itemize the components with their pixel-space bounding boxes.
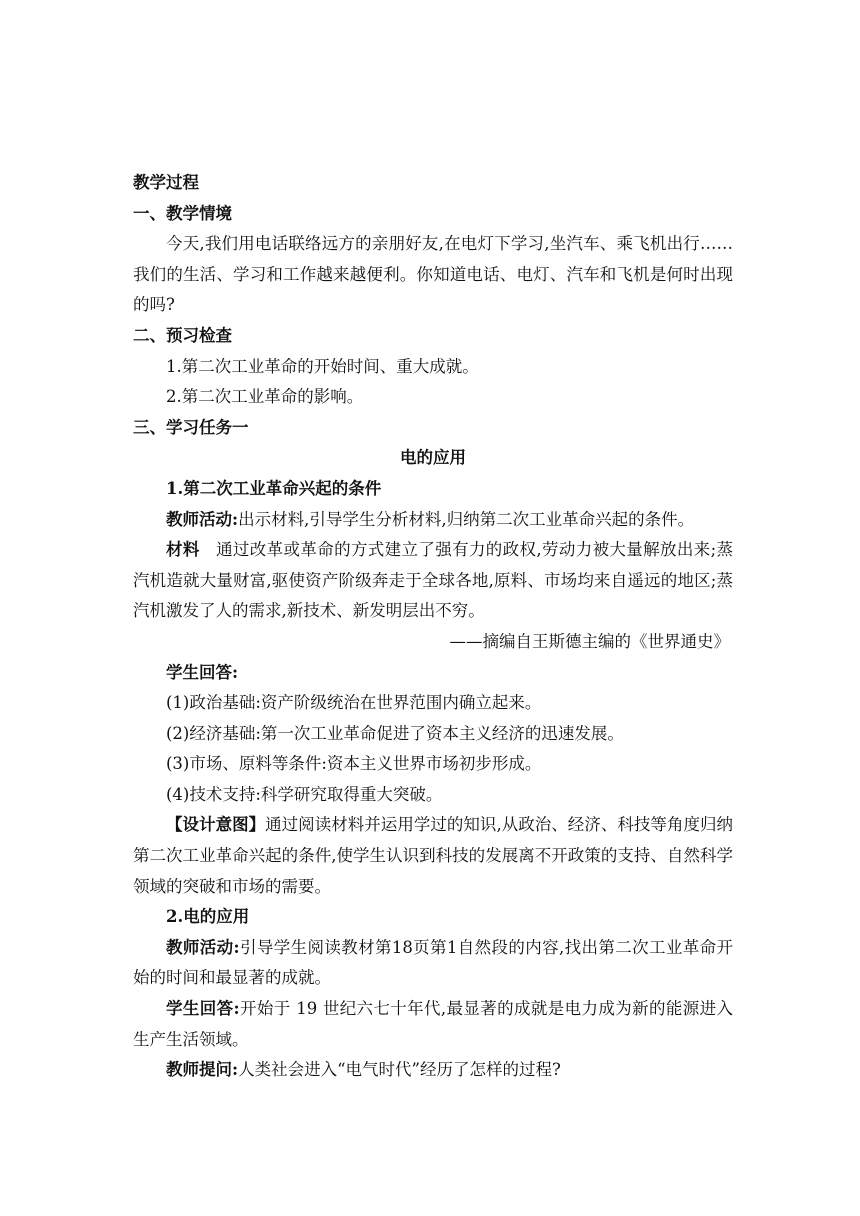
- material-label: 材料: [166, 540, 200, 560]
- student-answer-label: 学生回答:: [166, 662, 239, 682]
- design-intent-paragraph: [133, 810, 733, 902]
- material-source: ——摘编自王斯德主编的《世界通史》: [449, 631, 730, 651]
- task-subtitle: 电的应用: [400, 448, 466, 468]
- scenario-paragraph: 今天,我们用电话联络远方的亲朋好友,在电灯下学习,坐汽车、乘飞机出行……我们的生活、学习和工作越来越便利。你知道电话、电灯、汽车和飞机是何时出现的吗?: [133, 234, 733, 315]
- student-answer-text: 开始于 19 世纪六七十年代,最显著的成就是电力成为新的能源进入生产生活领域。: [133, 999, 734, 1049]
- section-title-scenario: 一、教学情境: [133, 203, 232, 223]
- part2-title: 2.电的应用: [166, 907, 250, 927]
- design-intent-label: 【设计意图】: [166, 815, 266, 835]
- teacher-activity-label: 教师活动:: [166, 937, 240, 957]
- answer-item: (2)经济基础:第一次工业革命促进了资本主义经济的迅速发展。: [166, 723, 624, 743]
- teacher-question-label: 教师提问:: [166, 1060, 239, 1080]
- section-title-task-one: 三、学习任务一: [133, 417, 249, 437]
- section-title-preview: 二、预习检查: [133, 325, 232, 345]
- answer-item: (4)技术支持:科学研究取得重大突破。: [166, 784, 443, 804]
- teacher-activity-text: 引导学生阅读教材第18页第1自然段的内容,找出第二次工业革命开始的时间和最显著的成就。: [133, 937, 733, 988]
- answer-item: (1)政治基础:资产阶级统治在世界范围内确立起来。: [166, 693, 542, 713]
- material-text: 通过改革或革命的方式建立了强有力的政权,劳动力被大量解放出来;蒸汽机造就大量财富,驱使资产阶级奔走于全球各地,原料、市场均来自遥远的地区;蒸汽机激发了人的需求,新技术、新发明层出不穷。: [133, 540, 733, 621]
- part1-teacher-activity: [133, 505, 733, 536]
- answer-item: (3)市场、原料等条件:资本主义世界市场初步形成。: [166, 754, 542, 774]
- part2-teacher-question: [133, 1055, 733, 1086]
- document-page: [133, 168, 733, 1086]
- teacher-activity-label: 教师活动:: [166, 509, 239, 529]
- design-intent-text: 通过阅读材料并运用学过的知识,从政治、经济、科技等角度归纳第二次工业革命兴起的条件,使学生认识到科技的发展离不开政策的支持、自然科学领域的突破和市场的需要。: [133, 815, 734, 896]
- student-answer-label: 学生回答:: [166, 999, 240, 1019]
- preview-item: 2.第二次工业革命的影响。: [166, 387, 364, 407]
- heading-teaching-process: 教学过程: [133, 173, 199, 192]
- teacher-activity-text: 出示材料,引导学生分析材料,归纳第二次工业革命兴起的条件。: [238, 509, 695, 529]
- part2-student-answer: [133, 994, 733, 1055]
- part2-teacher-activity: [133, 933, 733, 994]
- preview-item: 1.第二次工业革命的开始时间、重大成就。: [166, 356, 479, 376]
- teacher-question-text: 人类社会进入“电气时代”经历了怎样的过程?: [238, 1060, 561, 1080]
- material-paragraph: [133, 535, 733, 627]
- part1-title: 1.第二次工业革命兴起的条件: [166, 478, 382, 498]
